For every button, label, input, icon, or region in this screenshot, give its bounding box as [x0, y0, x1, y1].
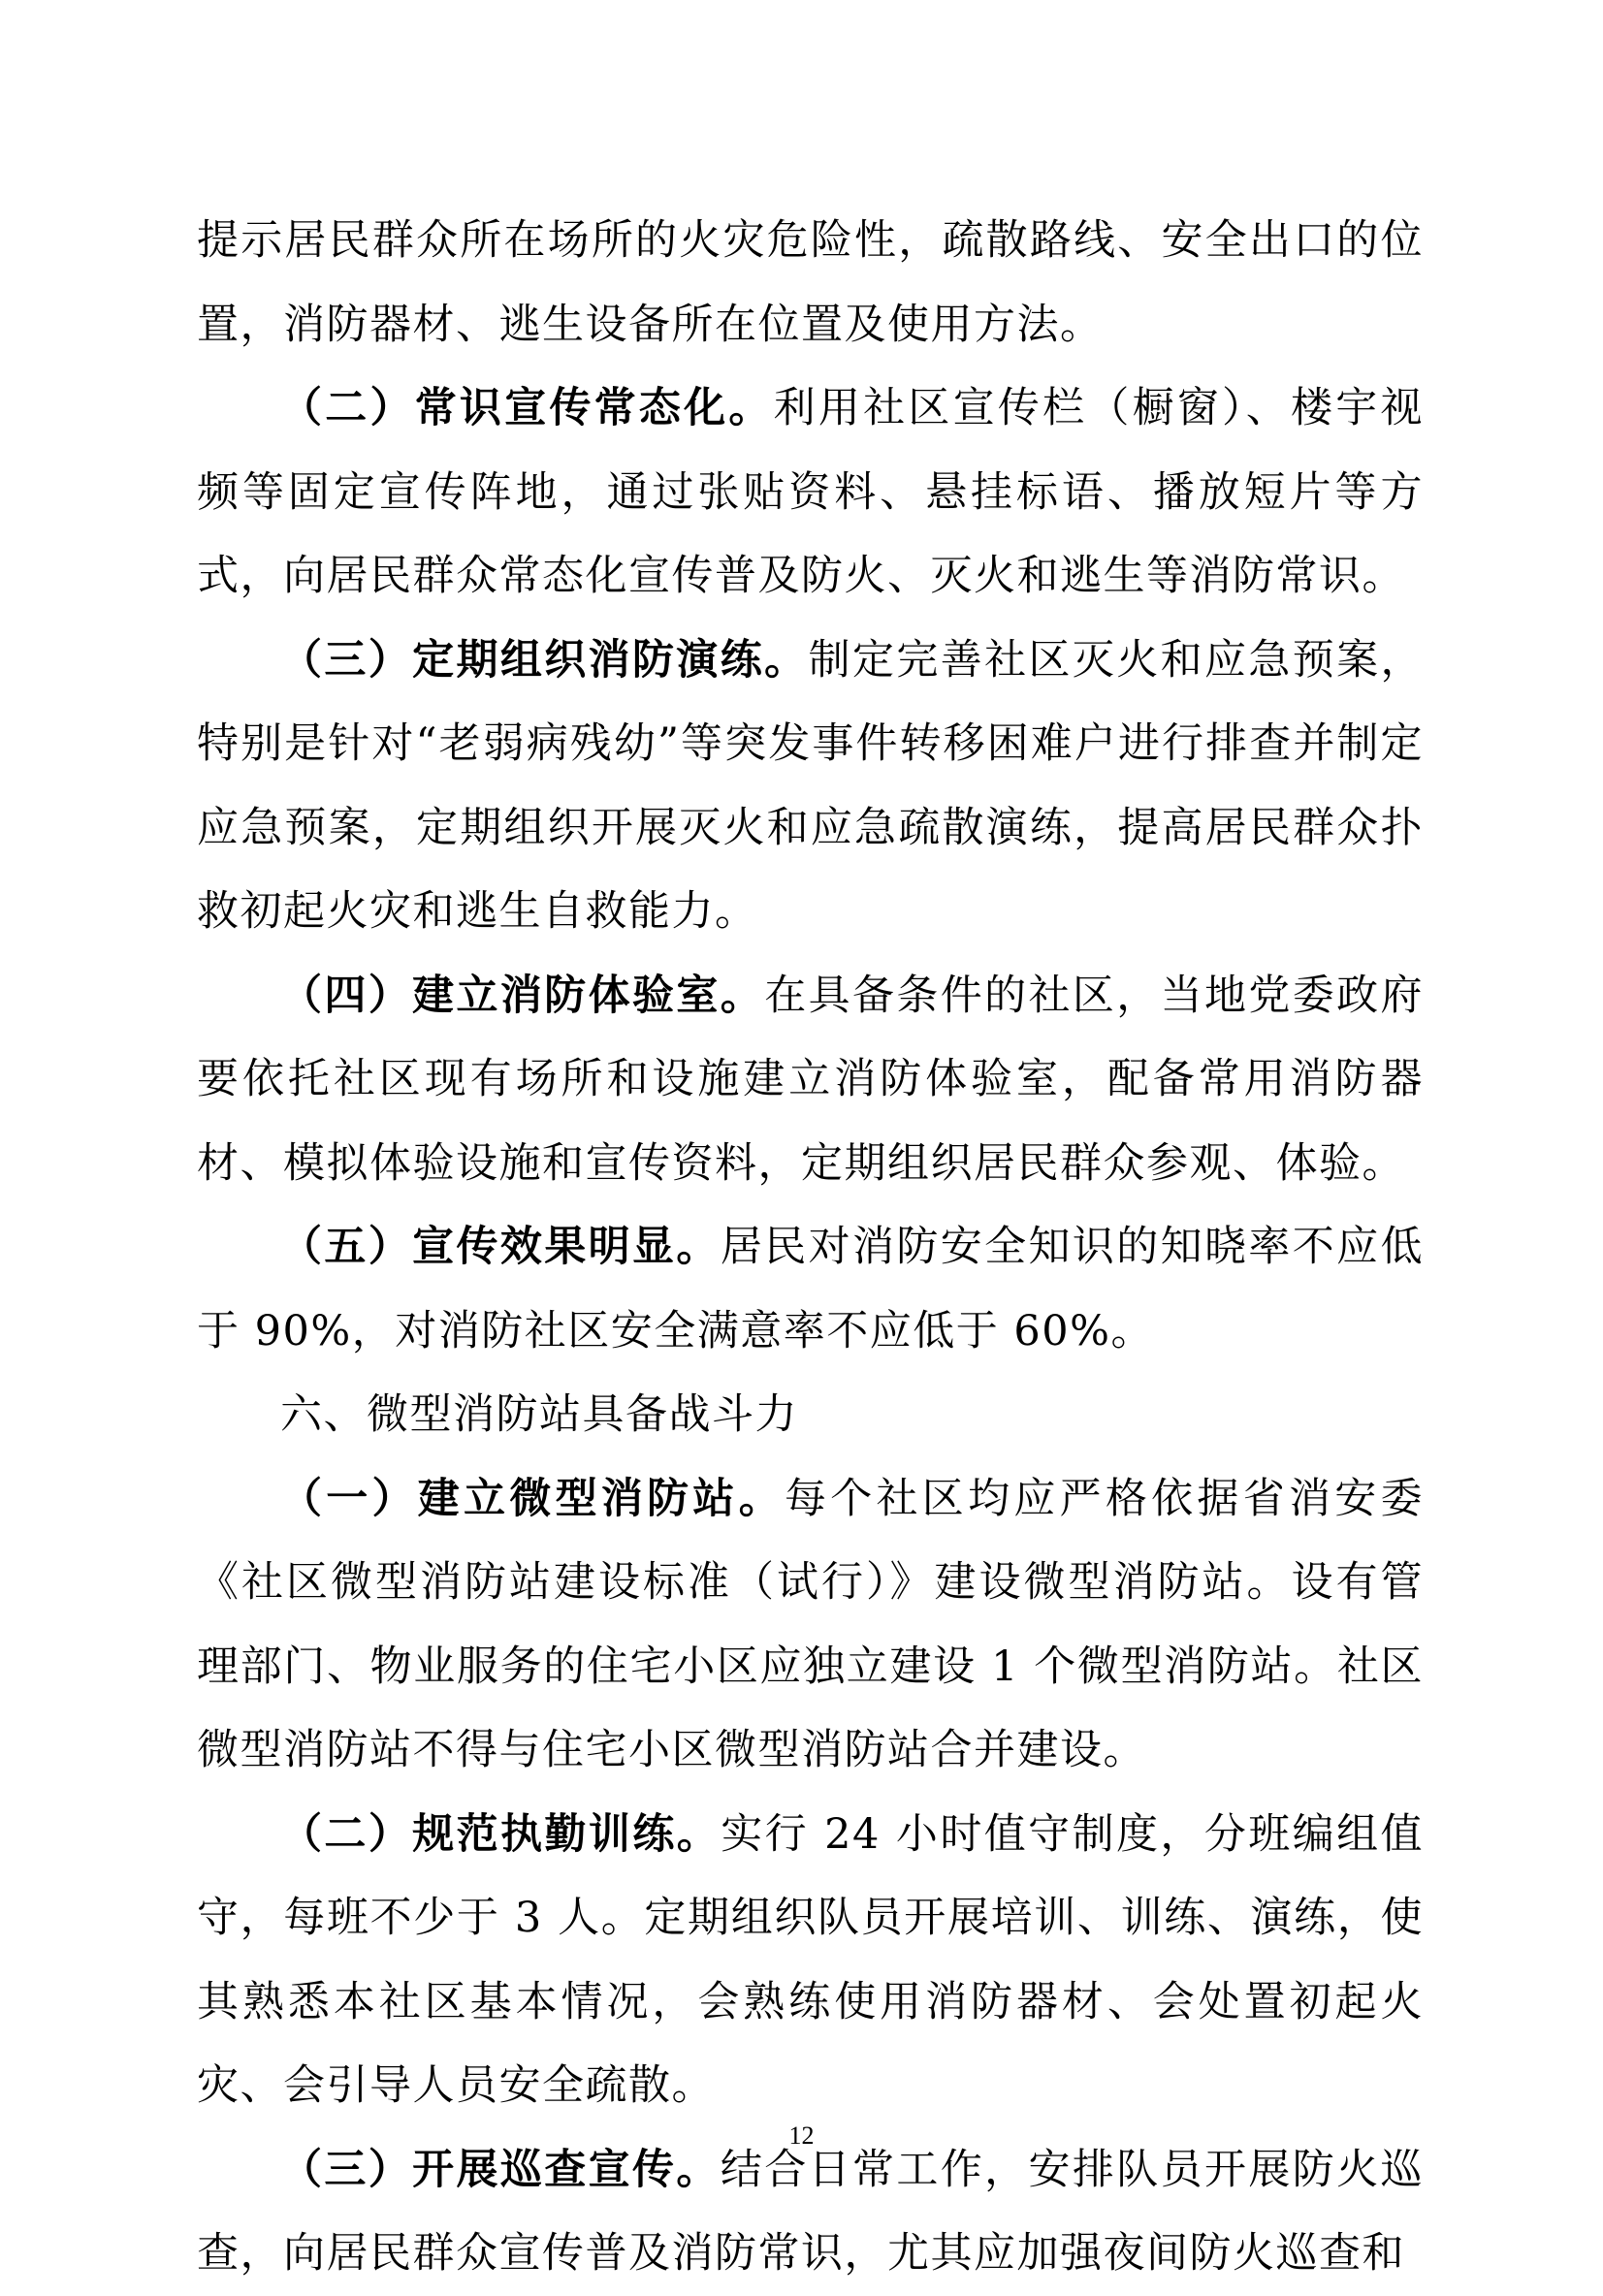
paragraph-item: [197, 2128, 1424, 2296]
paragraph-item: [197, 367, 1424, 619]
paragraph-continuation: [197, 199, 1424, 367]
paragraph-lead: （三）定期组织消防演练。: [280, 635, 809, 685]
paragraph-text: 实行 24 小时值守制度，分班编组值守，每班不少于 3 人。定期组织队员开展培训、训练、演练，使其熟悉本社区基本情况，会熟练使用消防器材、会处置初起火灾、会引导人员安全疏散。: [197, 1809, 1425, 2110]
paragraph-item: [197, 1793, 1424, 2128]
paragraph-lead: （三）开展巡查宣传。: [280, 2145, 721, 2194]
page-number: 12: [788, 2121, 815, 2150]
paragraph-text: 提示居民群众所在场所的火灾危险性，疏散路线、安全出口的位置，消防器材、逃生设备所在位置及使用方法。: [197, 216, 1424, 349]
paragraph-lead: （二）规范执勤训练。: [280, 1809, 721, 1859]
section-heading: [197, 1373, 1424, 1457]
paragraph-lead: （五）宣传效果明显。: [280, 1223, 721, 1271]
section-heading-text: 六、微型消防站具备战斗力: [280, 1390, 798, 1439]
paragraph-item: [197, 619, 1424, 954]
paragraph-item: [197, 954, 1424, 1206]
paragraph-text: 每个社区均应严格依据省消安委《社区微型消防站建设标准（试行）》建设微型消防站。设有管理部门、物业服务的住宅小区应独立建设 1 个微型消防站。社区微型消防站不得与住宅小区微型消防站合并建设。: [197, 1474, 1425, 1774]
paragraph-text: 在具备条件的社区，当地党委政府要依托社区现有场所和设施建立消防体验室，配备常用消防器材、模拟体验设施和宣传资料，定期组织居民群众参观、体验。: [197, 971, 1425, 1188]
paragraph-text: 利用社区宣传栏（橱窗）、楼宇视频等固定宣传阵地，通过张贴资料、悬挂标语、播放短片等方式，向居民群众常态化宣传普及防火、灭火和逃生等消防常识。: [197, 384, 1425, 600]
paragraph-lead: （四）建立消防体验室。: [280, 971, 765, 1020]
paragraph-text: 结合日常工作，安排队员开展防火巡查，向居民群众宣传普及消防常识，尤其应加强夜间防火巡查和: [197, 2145, 1425, 2278]
paragraph-item: [197, 1457, 1424, 1793]
paragraph-item: [197, 1205, 1424, 1373]
paragraph-lead: （二）常识宣传常态化。: [280, 384, 774, 432]
paragraph-text: 居民对消防安全知识的知晓率不应低于 90%，对消防社区安全满意率不应低于 60%。: [197, 1223, 1425, 1355]
paragraph-text: 制定完善社区灭火和应急预案，特别是针对“老弱病残幼”等突发事件转移困难户进行排查并制定应急预案，定期组织开展灭火和应急疏散演练，提高居民群众扑救初起火灾和逃生自救能力。: [197, 635, 1425, 936]
paragraph-lead: （一）建立微型消防站。: [280, 1474, 785, 1523]
body-text: [197, 199, 1424, 2296]
